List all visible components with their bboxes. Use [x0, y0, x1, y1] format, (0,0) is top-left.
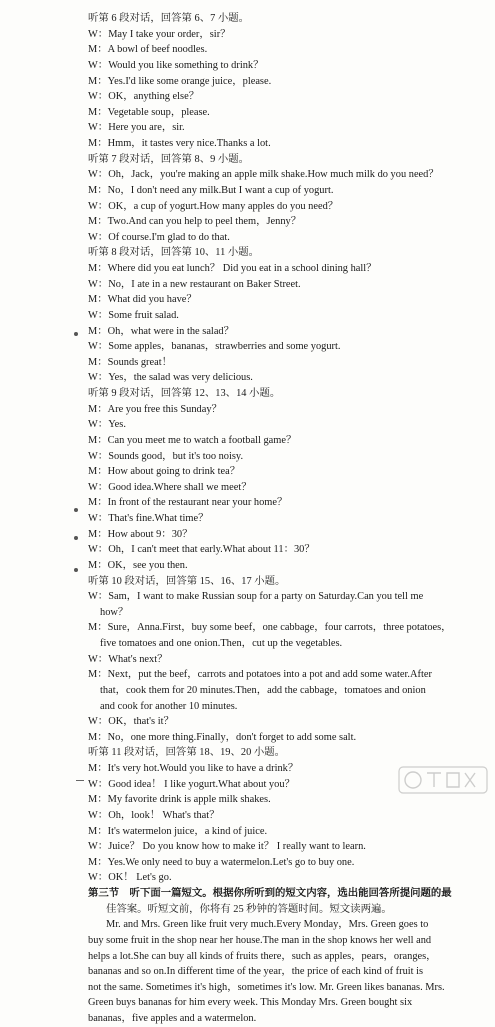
text-line: M：Can you meet me to watch a football game？ [88, 434, 297, 446]
text-line: M：Yes.We only need to buy a watermelon.Let's go to buy one. [88, 856, 355, 868]
text-line: M：Sure，Anna.First，buy some beef，one cabbage，four carrots，three potatoes， [88, 622, 452, 634]
text-line: M：Are you free this Sunday？ [88, 403, 222, 415]
text-line: M：It's very hot.Would you like to have a drink？ [88, 763, 299, 774]
text-line: M：My favorite drink is apple milk shakes. [88, 794, 271, 806]
text-line: M：No，one more thing.Finally，don't forget to add some salt. [88, 731, 357, 743]
text-line: W：Sam，I want to make Russian soup for a party on Saturday.Can you tell me [88, 591, 424, 603]
text-line: W：May I take your order，sir？ [88, 28, 231, 40]
text-line: W：OK！ Let's go. [88, 872, 172, 884]
text-line: bananas，five apples and a watermelon. [88, 1013, 257, 1024]
part-heading: 第三节 听下面一篇短文。根据你所听到的短文内容，选出能回答所提问题的最 [88, 888, 452, 899]
text-line: M：Sounds great！ [88, 356, 172, 368]
text-line: W：Oh，I can't meet that early.What about 11：30？ [88, 544, 315, 556]
text-line: five tomatoes and one onion.Then，cut up the vegetables. [100, 638, 343, 649]
text-line: W：That's fine.What time？ [88, 513, 209, 524]
text-line: M：Yes.I'd like some orange juice，please. [88, 75, 272, 87]
text-line: W：Some fruit salad. [88, 309, 179, 321]
section-heading: 听第 9 段对话，回答第 12、13、14 小题。 [88, 388, 281, 399]
text-line: M：Next，put the beef，carrots and potatoes into a pot and add some water.After [88, 669, 432, 681]
transcript-text [88, 11, 488, 1027]
text-line: buy some fruit in the shop near her house.The man in the shop knows her well and [88, 934, 432, 946]
section-heading: 听第 7 段对话，回答第 8、9 小题。 [88, 153, 250, 165]
margin-dot [74, 536, 78, 540]
text-line: bananas and so on.In different time of the year，the price of each kind of fruit is [88, 966, 424, 978]
section-heading: 听第 10 段对话，回答第 15、16、17 小题。 [88, 575, 286, 587]
text-line: M：A bowl of beef noodles. [88, 44, 208, 56]
text-line: W：Juice？ Do you know how to make it？ I really want to learn. [88, 841, 366, 853]
text-line: W：Good idea！ I like yogurt.What about you？ [88, 778, 295, 790]
text-line: M：It's watermelon juice，a kind of juice. [88, 825, 268, 837]
text-line: W：OK，anything else？ [88, 91, 200, 103]
watermark-logo-icon [397, 764, 489, 796]
text-line: not the same. Sometimes it's high，sometimes it's low. Mr. Green likes bananas. Mrs. [88, 981, 445, 993]
text-line: W：What's next？ [88, 653, 168, 665]
margin-dot [74, 508, 78, 512]
text-line: Green buys bananas for him every week. This Monday Mrs. Green bought six [88, 997, 413, 1009]
text-line: 佳答案。听短文前，你将有 25 秒钟的答题时间。短文读两遍。 [106, 903, 392, 915]
text-line: M：Where did you eat lunch？ Did you eat in a school dining hall？ [88, 263, 377, 274]
text-line: M：No，I don't need any milk.But I want a cup of yogurt. [88, 184, 334, 196]
text-line: W：Of course.I'm glad to do that. [88, 231, 230, 243]
text-line: helps a lot.She can buy all kinds of fruits there，such as apples，pears，oranges， [88, 950, 437, 962]
text-line: W：Sounds good，but it's too noisy. [88, 450, 244, 462]
text-line: M：OK，see you then. [88, 559, 188, 571]
margin-dot [74, 332, 78, 336]
section-heading: 听第 8 段对话，回答第 10、11 小题。 [88, 247, 260, 259]
text-line: M：In front of the restaurant near your home？ [88, 497, 288, 509]
text-line: W：Would you like something to drink？ [88, 59, 264, 71]
text-line: W：OK，a cup of yogurt.How many apples do you need？ [88, 200, 339, 212]
text-line: M：How about 9：30？ [88, 528, 193, 540]
page-edge-dash [76, 780, 84, 781]
text-line: W：Some apples，bananas，strawberries and some yogurt. [88, 341, 341, 353]
text-line: Mr. and Mrs. Green like fruit very much.Every Monday，Mrs. Green goes to [106, 919, 429, 931]
section-heading: 听第 6 段对话，回答第 6、7 小题。 [88, 13, 250, 24]
text-line: M：Vegetable soup，please. [88, 106, 210, 118]
text-line: W：No，I ate in a new restaurant on Baker Street. [88, 278, 301, 290]
text-line: how？ [100, 606, 129, 618]
text-line: W：Oh，look！ What's that？ [88, 809, 220, 821]
text-line: W：Yes. [88, 419, 126, 431]
text-line: M：Oh，what were in the salad？ [88, 325, 235, 337]
margin-dot [74, 568, 78, 572]
text-line: W：Here you are，sir. [88, 122, 185, 134]
text-line: M：What did you have？ [88, 294, 197, 306]
section-heading: 听第 11 段对话，回答第 18、19、20 小题。 [88, 747, 286, 759]
text-line: M：Hmm，it tastes very nice.Thanks a lot. [88, 138, 271, 149]
text-line: M：How about going to drink tea？ [88, 466, 241, 478]
text-line: that，cook them for 20 minutes.Then，add the cabbage，tomatoes and onion [100, 684, 426, 696]
text-line: W：Oh，Jack，you're making an apple milk shake.How much milk do you need？ [88, 169, 439, 181]
text-line: W：Good idea.Where shall we meet？ [88, 481, 252, 493]
text-line: W：OK，that's it？ [88, 716, 174, 728]
text-line: W：Yes，the salad was very delicious. [88, 372, 253, 384]
text-line: and cook for another 10 minutes. [100, 700, 238, 712]
text-line: M：Two.And can you help to peel them，Jenny？ [88, 216, 302, 228]
